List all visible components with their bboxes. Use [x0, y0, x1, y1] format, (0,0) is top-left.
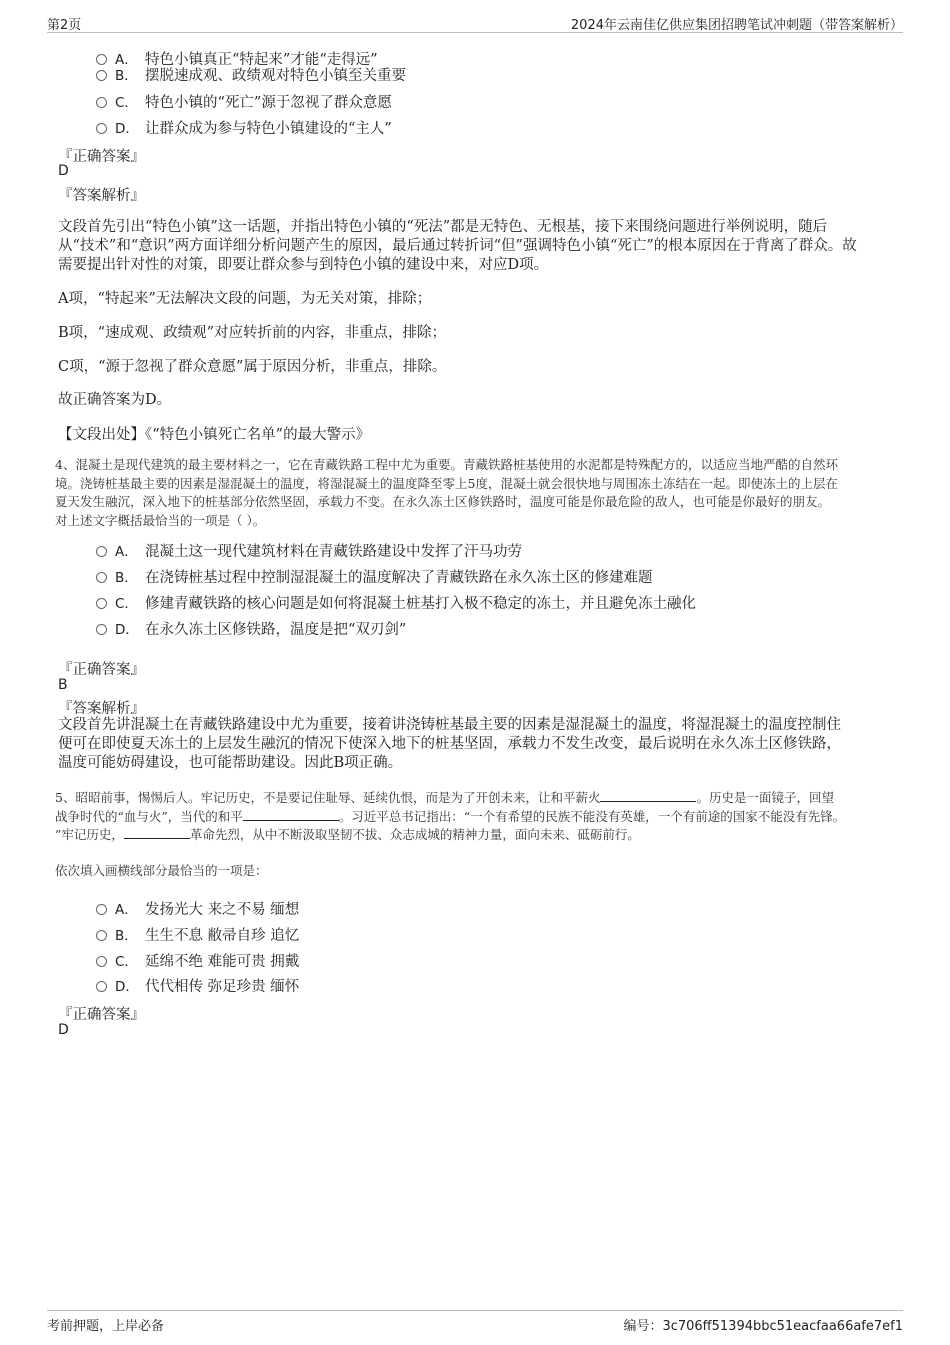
q5-option-b[interactable]: B． 生生不息 敝帚自珍 追忆 [96, 924, 299, 945]
fill-blank-3 [124, 826, 190, 839]
radio-icon[interactable] [96, 624, 107, 635]
q3-option-d[interactable]: D． 让群众成为参与特色小镇建设的“主人” [96, 117, 392, 138]
q4-option-b[interactable]: B． 在浇铸桩基过程中控制湿混凝土的温度解决了青藏铁路在永久冻土区的修建难题 [96, 566, 653, 587]
fill-blank-1 [600, 789, 696, 802]
radio-icon[interactable] [96, 956, 107, 967]
page-header [47, 12, 903, 33]
q3-answer-label: 『正确答案』 [58, 149, 145, 165]
q5-prompt: 依次填入画横线部分最恰当的一项是： [55, 863, 268, 878]
radio-icon[interactable] [96, 981, 107, 992]
radio-icon[interactable] [96, 97, 107, 108]
radio-icon[interactable] [96, 904, 107, 915]
q4-option-d[interactable]: D． 在永久冻土区修铁路，温度是把“双刃剑” [96, 618, 406, 639]
q5-answer: D [58, 1022, 69, 1038]
q3-analysis-label: 『答案解析』 [58, 188, 145, 204]
q3-source: 【文段出处】《“特色小镇死亡名单”的最大警示》 [58, 427, 371, 443]
page-footer [47, 1310, 903, 1337]
radio-icon[interactable] [96, 70, 107, 81]
q4-answer: B [58, 677, 68, 693]
q5-option-a[interactable]: A． 发扬光大 来之不易 缅想 [96, 898, 299, 919]
radio-icon[interactable] [96, 930, 107, 941]
q4-answer-label: 『正确答案』 [58, 662, 145, 678]
q3-conclusion: 故正确答案为D。 [58, 392, 172, 408]
radio-icon[interactable] [96, 572, 107, 583]
radio-icon[interactable] [96, 546, 107, 557]
document-code: 编号：3c706ff51394bbc51eacfaa66afe7ef1 [623, 1319, 903, 1334]
document-title: 2024年云南佳亿供应集团招聘笔试冲刺题（带答案解析） [570, 18, 903, 33]
q5-option-c[interactable]: C． 延绵不绝 难能可贵 拥戴 [96, 950, 299, 971]
radio-icon[interactable] [96, 123, 107, 134]
q3-option-c[interactable]: C． 特色小镇的“死亡”源于忽视了群众意愿 [96, 91, 392, 112]
radio-icon[interactable] [96, 598, 107, 609]
page-number: 第2页 [47, 18, 82, 33]
footer-slogan: 考前押题，上岸必备 [47, 1319, 165, 1334]
q3-note-c: C项，“源于忽视了群众意愿”属于原因分析，非重点，排除。 [58, 359, 447, 375]
q5-answer-label: 『正确答案』 [58, 1007, 145, 1023]
q3-analysis: 文段首先引出“特色小镇”这一话题，并指出特色小镇的“死法”都是无特色、无根基，接下来围绕问题进行举例说明，随后 从“技术”和“意识”两方面详细分析问题产生的原因，最后通过转折词“但”强调特色小镇“死亡”的根本原因在于背离了群众。故 需要提出针对性的对策，即要让群众参与到特色小镇的建设中来，对应D项。 [58, 219, 857, 273]
q4-option-a[interactable]: A． 混凝土这一现代建筑材料在青藏铁路建设中发挥了汗马功劳 [96, 540, 522, 561]
q3-option-b[interactable]: B． 摆脱速成观、政绩观对特色小镇至关重要 [96, 64, 406, 85]
q4-stem: 4、混凝土是现代建筑的最主要材料之一，它在青藏铁路工程中尤为重要。青藏铁路桩基使用的水泥都是特殊配方的，以适应当地严酷的自然环 境。浇铸桩基最主要的因素是湿混凝土的温度，将湿混凝土的温度降至零上5度，混凝土就会很快地与周围冻土冻结在一起。即使冻土的上层在 夏天发生融沉，深入地下的桩基部分依然坚固，承载力不变。在永久冻土区修铁路时，温度可能是你最危险的敌人，也可能是你最好的朋友。 对上述文字概括最恰当的一项是（ ）。 [55, 457, 838, 528]
q5-option-d[interactable]: D． 代代相传 弥足珍贵 缅怀 [96, 975, 299, 996]
q3-answer: D [58, 163, 69, 179]
q3-option-a[interactable]: A． 特色小镇真正“特起来”才能“走得远” [96, 48, 378, 69]
fill-blank-2 [243, 808, 339, 821]
q5-stem: 5、昭昭前事，惕惕后人。牢记历史，不是要记住耻辱、延续仇恨，而是为了开创未来，让和平薪火 。历史是一面镜子，回望 战争时代的“血与火”，当代的和平 。习近平总书记指出：“一个有希望的民族不能没有英雄，一个有前途的国家不能没有先锋。 ”牢记历史， 革命先烈，从中不断汲取坚韧不拔、众志成城的精神力量，面向未来、砥砺前行。 [55, 790, 846, 842]
q4-analysis: 文段首先讲混凝土在青藏铁路建设中尤为重要，接着讲浇铸桩基最主要的因素是湿混凝土的温度，将湿混凝土的温度控制住 便可在即使夏天冻土的上层发生融沉的情况下使深入地下的桩基坚固，承载力不发生改变，最后说明在永久冻土区修铁路， 温度可能妨碍建设，也可能帮助建设。因此B项正确。 [58, 717, 841, 771]
q4-analysis-label: 『答案解析』 [58, 701, 145, 717]
q3-note-a: A项，“特起来”无法解决文段的问题，为无关对策，排除； [58, 291, 432, 307]
q4-option-c[interactable]: C． 修建青藏铁路的核心问题是如何将混凝土桩基打入极不稳定的冻土，并且避免冻土融化 [96, 592, 696, 613]
q3-note-b: B项，“速成观、政绩观”对应转折前的内容，非重点，排除； [58, 325, 446, 341]
